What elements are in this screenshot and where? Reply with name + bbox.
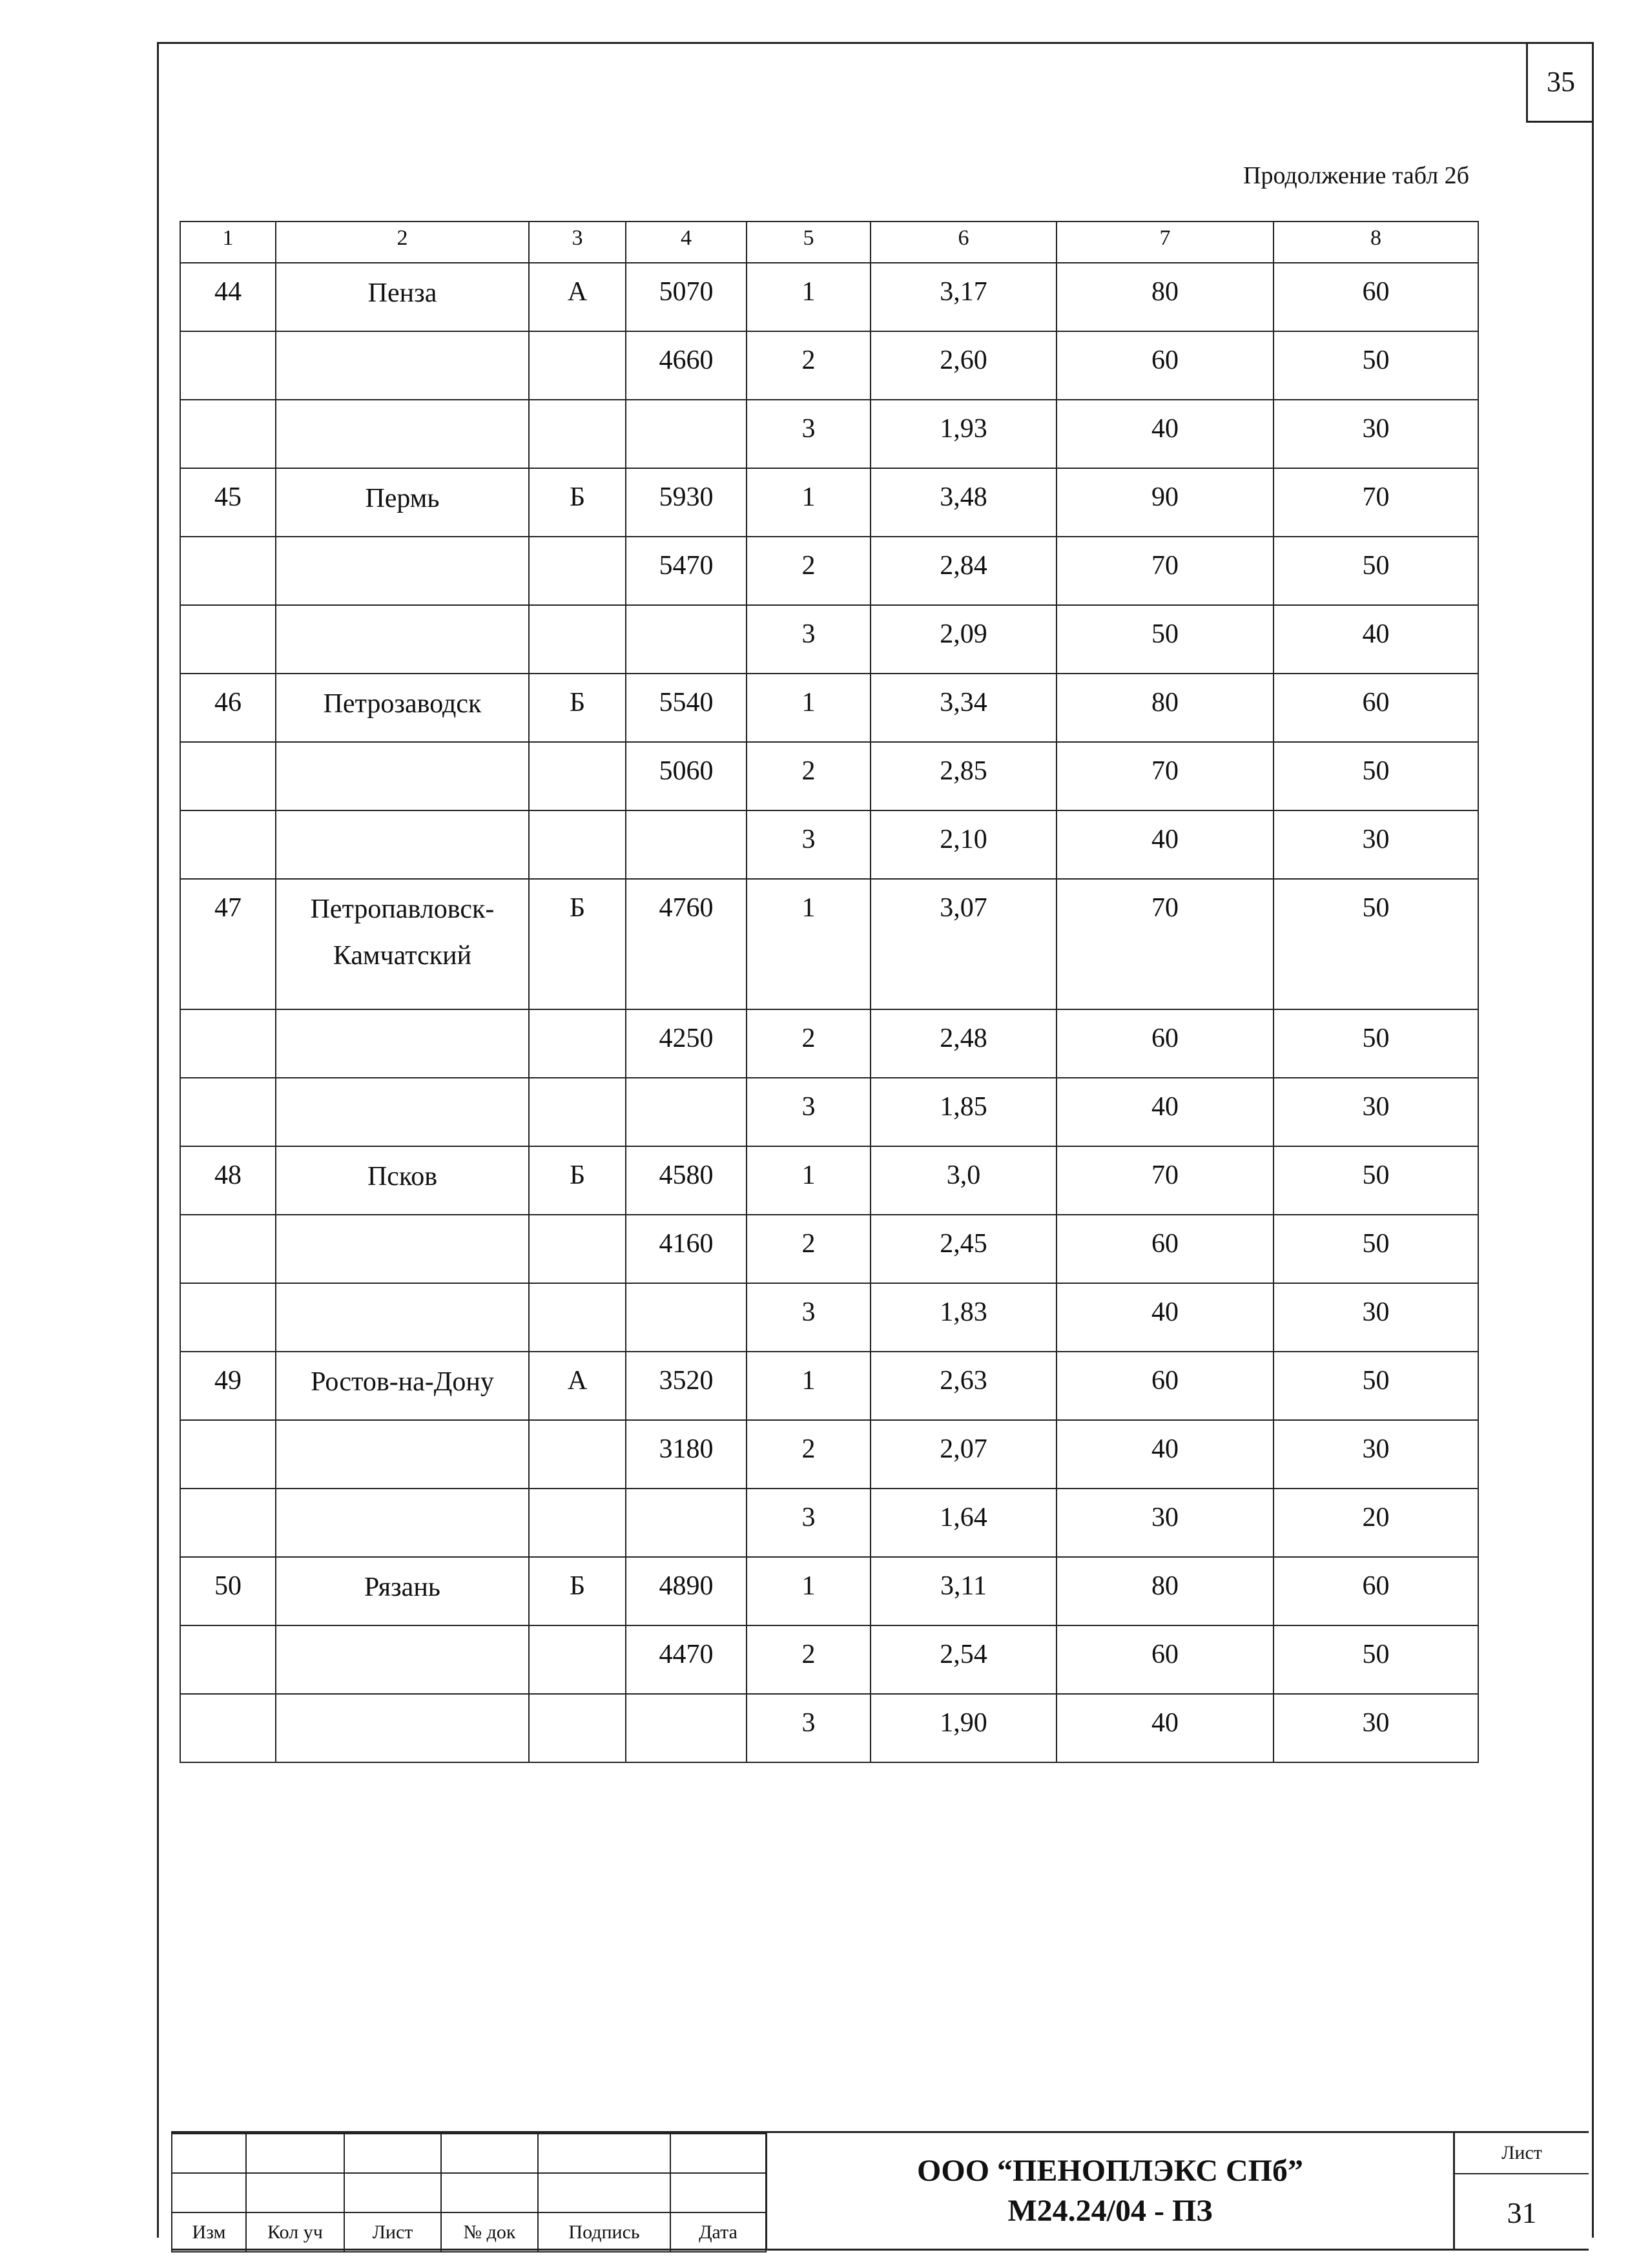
table-cell: 4660 [626, 331, 747, 400]
table-cell [529, 400, 626, 468]
table-cell [180, 1694, 276, 1762]
table-cell [180, 1283, 276, 1352]
table-cell: 3 [747, 810, 871, 879]
table-cell [276, 742, 529, 810]
table-cell [529, 331, 626, 400]
header-cell: 5 [747, 222, 871, 263]
table-cell [276, 810, 529, 879]
table-cell: 3,0 [871, 1146, 1057, 1215]
table-cell [276, 1625, 529, 1694]
table-cell: 40 [1057, 1283, 1274, 1352]
table-cell: 5060 [626, 742, 747, 810]
revision-column-label: Кол уч [246, 2212, 344, 2252]
table-cell: 50 [180, 1557, 276, 1625]
table-cell: Пенза [276, 263, 529, 331]
table-cell: Петропавловск-Камчатский [276, 879, 529, 1009]
table-cell [529, 1625, 626, 1694]
table-row [180, 1283, 1478, 1352]
table-cell: 40 [1057, 400, 1274, 468]
table-cell: Псков [276, 1146, 529, 1215]
table-cell: 2,07 [871, 1420, 1057, 1489]
table-row [180, 1557, 1478, 1625]
table-cell: Б [529, 468, 626, 537]
table-cell: 2 [747, 331, 871, 400]
header-cell: 4 [626, 222, 747, 263]
table-cell: 2 [747, 1420, 871, 1489]
table-cell: А [529, 263, 626, 331]
table-cell: 45 [180, 468, 276, 537]
table-cell: 1 [747, 879, 871, 1009]
table-row [180, 1489, 1478, 1557]
table-cell: 2 [747, 742, 871, 810]
header-cell: 3 [529, 222, 626, 263]
table-cell [529, 537, 626, 605]
table-cell [529, 1283, 626, 1352]
table-cell: Б [529, 1146, 626, 1215]
table-cell: 5070 [626, 263, 747, 331]
table-cell: 3,34 [871, 674, 1057, 742]
table-row [180, 468, 1478, 537]
table-cell: 30 [1274, 400, 1478, 468]
title-block [171, 2131, 1589, 2251]
header-cell: 6 [871, 222, 1057, 263]
table-cell: 20 [1274, 1489, 1478, 1557]
table-cell [276, 331, 529, 400]
table-cell [180, 1489, 276, 1557]
revision-column-label: Лист [344, 2212, 441, 2252]
table-cell [529, 810, 626, 879]
data-table [180, 221, 1479, 1763]
table-cell: 50 [1274, 1352, 1478, 1420]
table-row [180, 879, 1478, 1009]
table-cell: 1,83 [871, 1283, 1057, 1352]
revision-column-label: Подпись [538, 2212, 670, 2252]
table-cell: 4250 [626, 1009, 747, 1078]
table-cell: Б [529, 674, 626, 742]
company-name: ООО “ПЕНОПЛЭКС СПб” [917, 2153, 1303, 2188]
table-row [180, 1215, 1478, 1283]
table-cell: Ростов-на-Дону [276, 1352, 529, 1420]
table-cell: 60 [1274, 1557, 1478, 1625]
table-cell: 80 [1057, 674, 1274, 742]
table-cell: 44 [180, 263, 276, 331]
table-cell: 3,07 [871, 879, 1057, 1009]
table-cell [180, 810, 276, 879]
table-cell: 4760 [626, 879, 747, 1009]
table-row [180, 1009, 1478, 1078]
table-cell: 3 [747, 1078, 871, 1146]
table-cell [180, 1420, 276, 1489]
table-cell: 2,10 [871, 810, 1057, 879]
table-cell: 30 [1274, 810, 1478, 879]
table-cell: Пермь [276, 468, 529, 537]
table-cell [180, 605, 276, 674]
table-cell [180, 1215, 276, 1283]
table-cell: 48 [180, 1146, 276, 1215]
table-cell: 60 [1057, 331, 1274, 400]
table-cell: 70 [1057, 537, 1274, 605]
table-cell: 2,09 [871, 605, 1057, 674]
table-cell: 3,17 [871, 263, 1057, 331]
table-cell: Рязань [276, 1557, 529, 1625]
table-cell: 46 [180, 674, 276, 742]
table-cell: 70 [1057, 742, 1274, 810]
page-number: 35 [1526, 42, 1594, 123]
table-cell: 30 [1274, 1420, 1478, 1489]
table-cell: 2,45 [871, 1215, 1057, 1283]
table-row [180, 1146, 1478, 1215]
table-cell: 3,11 [871, 1557, 1057, 1625]
table-row [180, 1694, 1478, 1762]
table-cell [529, 1078, 626, 1146]
table-cell: 1 [747, 1146, 871, 1215]
table-cell: 50 [1274, 537, 1478, 605]
table-cell: 2 [747, 1009, 871, 1078]
table-cell [276, 1009, 529, 1078]
table-cell: А [529, 1352, 626, 1420]
sheet-label: Лист [1455, 2133, 1589, 2174]
table-cell [626, 810, 747, 879]
revision-column-label: Дата [670, 2212, 766, 2252]
table-cell [276, 1420, 529, 1489]
table-cell: 30 [1057, 1489, 1274, 1557]
table-cell: 1 [747, 674, 871, 742]
table-cell: 60 [1057, 1625, 1274, 1694]
table-cell: 50 [1274, 1625, 1478, 1694]
table-cell: 2,54 [871, 1625, 1057, 1694]
table-cell: 1 [747, 1557, 871, 1625]
table-cell [626, 1283, 747, 1352]
table-row [180, 1078, 1478, 1146]
table-cell [529, 742, 626, 810]
table-cell [626, 605, 747, 674]
table-cell: 30 [1274, 1694, 1478, 1762]
table-cell: 40 [1057, 1420, 1274, 1489]
table-cell: 2,84 [871, 537, 1057, 605]
table-cell [276, 400, 529, 468]
table-cell [276, 1215, 529, 1283]
table-cell: 2,48 [871, 1009, 1057, 1078]
table-cell: 3,48 [871, 468, 1057, 537]
table-cell [626, 1078, 747, 1146]
table-row [180, 537, 1478, 605]
table-cell [529, 1489, 626, 1557]
table-cell [626, 1694, 747, 1762]
table-cell [180, 1009, 276, 1078]
table-cell: 60 [1274, 263, 1478, 331]
header-cell: 1 [180, 222, 276, 263]
table-row [180, 605, 1478, 674]
table-cell: 3180 [626, 1420, 747, 1489]
table-cell: 50 [1057, 605, 1274, 674]
table-row [180, 1420, 1478, 1489]
table-cell [276, 1078, 529, 1146]
table-cell: 1,64 [871, 1489, 1057, 1557]
table-cell: 70 [1274, 468, 1478, 537]
table-cell: 50 [1274, 331, 1478, 400]
header-cell: 8 [1274, 222, 1478, 263]
revision-grid [171, 2133, 767, 2253]
table-cell [529, 1215, 626, 1283]
table-row [180, 263, 1478, 331]
revision-column-label: Изм [172, 2212, 246, 2252]
table-cell: 5470 [626, 537, 747, 605]
table-cell: 2,60 [871, 331, 1057, 400]
table-cell: 4470 [626, 1625, 747, 1694]
table-cell [276, 605, 529, 674]
table-cell [276, 1489, 529, 1557]
table-cell [276, 1694, 529, 1762]
header-cell: 2 [276, 222, 529, 263]
table-cell: 3 [747, 1489, 871, 1557]
table-cell: 30 [1274, 1078, 1478, 1146]
title-block-sheet [1453, 2133, 1589, 2249]
table-cell [180, 1625, 276, 1694]
table-cell: 50 [1274, 1009, 1478, 1078]
table-cell: 80 [1057, 1557, 1274, 1625]
revision-column-label: № док [441, 2212, 538, 2252]
table-cell: 70 [1057, 879, 1274, 1009]
table-cell [180, 1078, 276, 1146]
table-cell [180, 537, 276, 605]
table-cell: 2 [747, 1625, 871, 1694]
table-cell [529, 605, 626, 674]
table-cell: 60 [1057, 1215, 1274, 1283]
table-cell: 40 [1274, 605, 1478, 674]
table-cell [529, 1694, 626, 1762]
table-row [180, 331, 1478, 400]
table-cell: 4580 [626, 1146, 747, 1215]
table-cell: 1,90 [871, 1694, 1057, 1762]
table-cell: 50 [1274, 1146, 1478, 1215]
table-cell: 1 [747, 468, 871, 537]
table-cell: 60 [1057, 1009, 1274, 1078]
table-row [180, 742, 1478, 810]
table-row [180, 1625, 1478, 1694]
table-cell: 3 [747, 605, 871, 674]
table-cell: 3520 [626, 1352, 747, 1420]
document-code: М24.24/04 - ПЗ [1007, 2193, 1213, 2228]
table-cell: 70 [1057, 1146, 1274, 1215]
table-cell [180, 331, 276, 400]
table-cell: 90 [1057, 468, 1274, 537]
table-cell: 47 [180, 879, 276, 1009]
header-row [180, 222, 1478, 263]
table-row [180, 400, 1478, 468]
table-cell: 3 [747, 1283, 871, 1352]
table-cell: 2,63 [871, 1352, 1057, 1420]
table-cell: 50 [1274, 879, 1478, 1009]
table-cell: 40 [1057, 1078, 1274, 1146]
table-cell: Петрозаводск [276, 674, 529, 742]
table-caption: Продолжение табл 2б [1243, 162, 1469, 189]
table-cell [529, 1009, 626, 1078]
table-row [180, 810, 1478, 879]
table-cell [180, 400, 276, 468]
sheet-number: 31 [1507, 2196, 1537, 2229]
table-cell: 2,85 [871, 742, 1057, 810]
table-cell: 3 [747, 1694, 871, 1762]
table-cell: 1,93 [871, 400, 1057, 468]
table-cell: 3 [747, 400, 871, 468]
table-cell: Б [529, 1557, 626, 1625]
table-cell: 60 [1274, 674, 1478, 742]
table-cell: 80 [1057, 263, 1274, 331]
table-cell: 50 [1274, 742, 1478, 810]
table-cell [529, 1420, 626, 1489]
table-cell: 1,85 [871, 1078, 1057, 1146]
table-cell: 5930 [626, 468, 747, 537]
table-cell: 50 [1274, 1215, 1478, 1283]
table-cell [180, 742, 276, 810]
table-cell [626, 1489, 747, 1557]
table-cell: Б [529, 879, 626, 1009]
table-cell: 2 [747, 537, 871, 605]
table-row [180, 1352, 1478, 1420]
table-cell: 30 [1274, 1283, 1478, 1352]
table-cell [276, 537, 529, 605]
title-block-title [765, 2133, 1453, 2249]
table-cell: 2 [747, 1215, 871, 1283]
table-cell: 4160 [626, 1215, 747, 1283]
table-row [180, 674, 1478, 742]
table-cell: 49 [180, 1352, 276, 1420]
table-cell: 4890 [626, 1557, 747, 1625]
table-cell: 60 [1057, 1352, 1274, 1420]
table-cell: 1 [747, 1352, 871, 1420]
header-cell: 7 [1057, 222, 1274, 263]
table-cell: 40 [1057, 1694, 1274, 1762]
table-cell: 40 [1057, 810, 1274, 879]
table-cell: 1 [747, 263, 871, 331]
table-cell [276, 1283, 529, 1352]
table-cell [626, 400, 747, 468]
table-cell: 5540 [626, 674, 747, 742]
